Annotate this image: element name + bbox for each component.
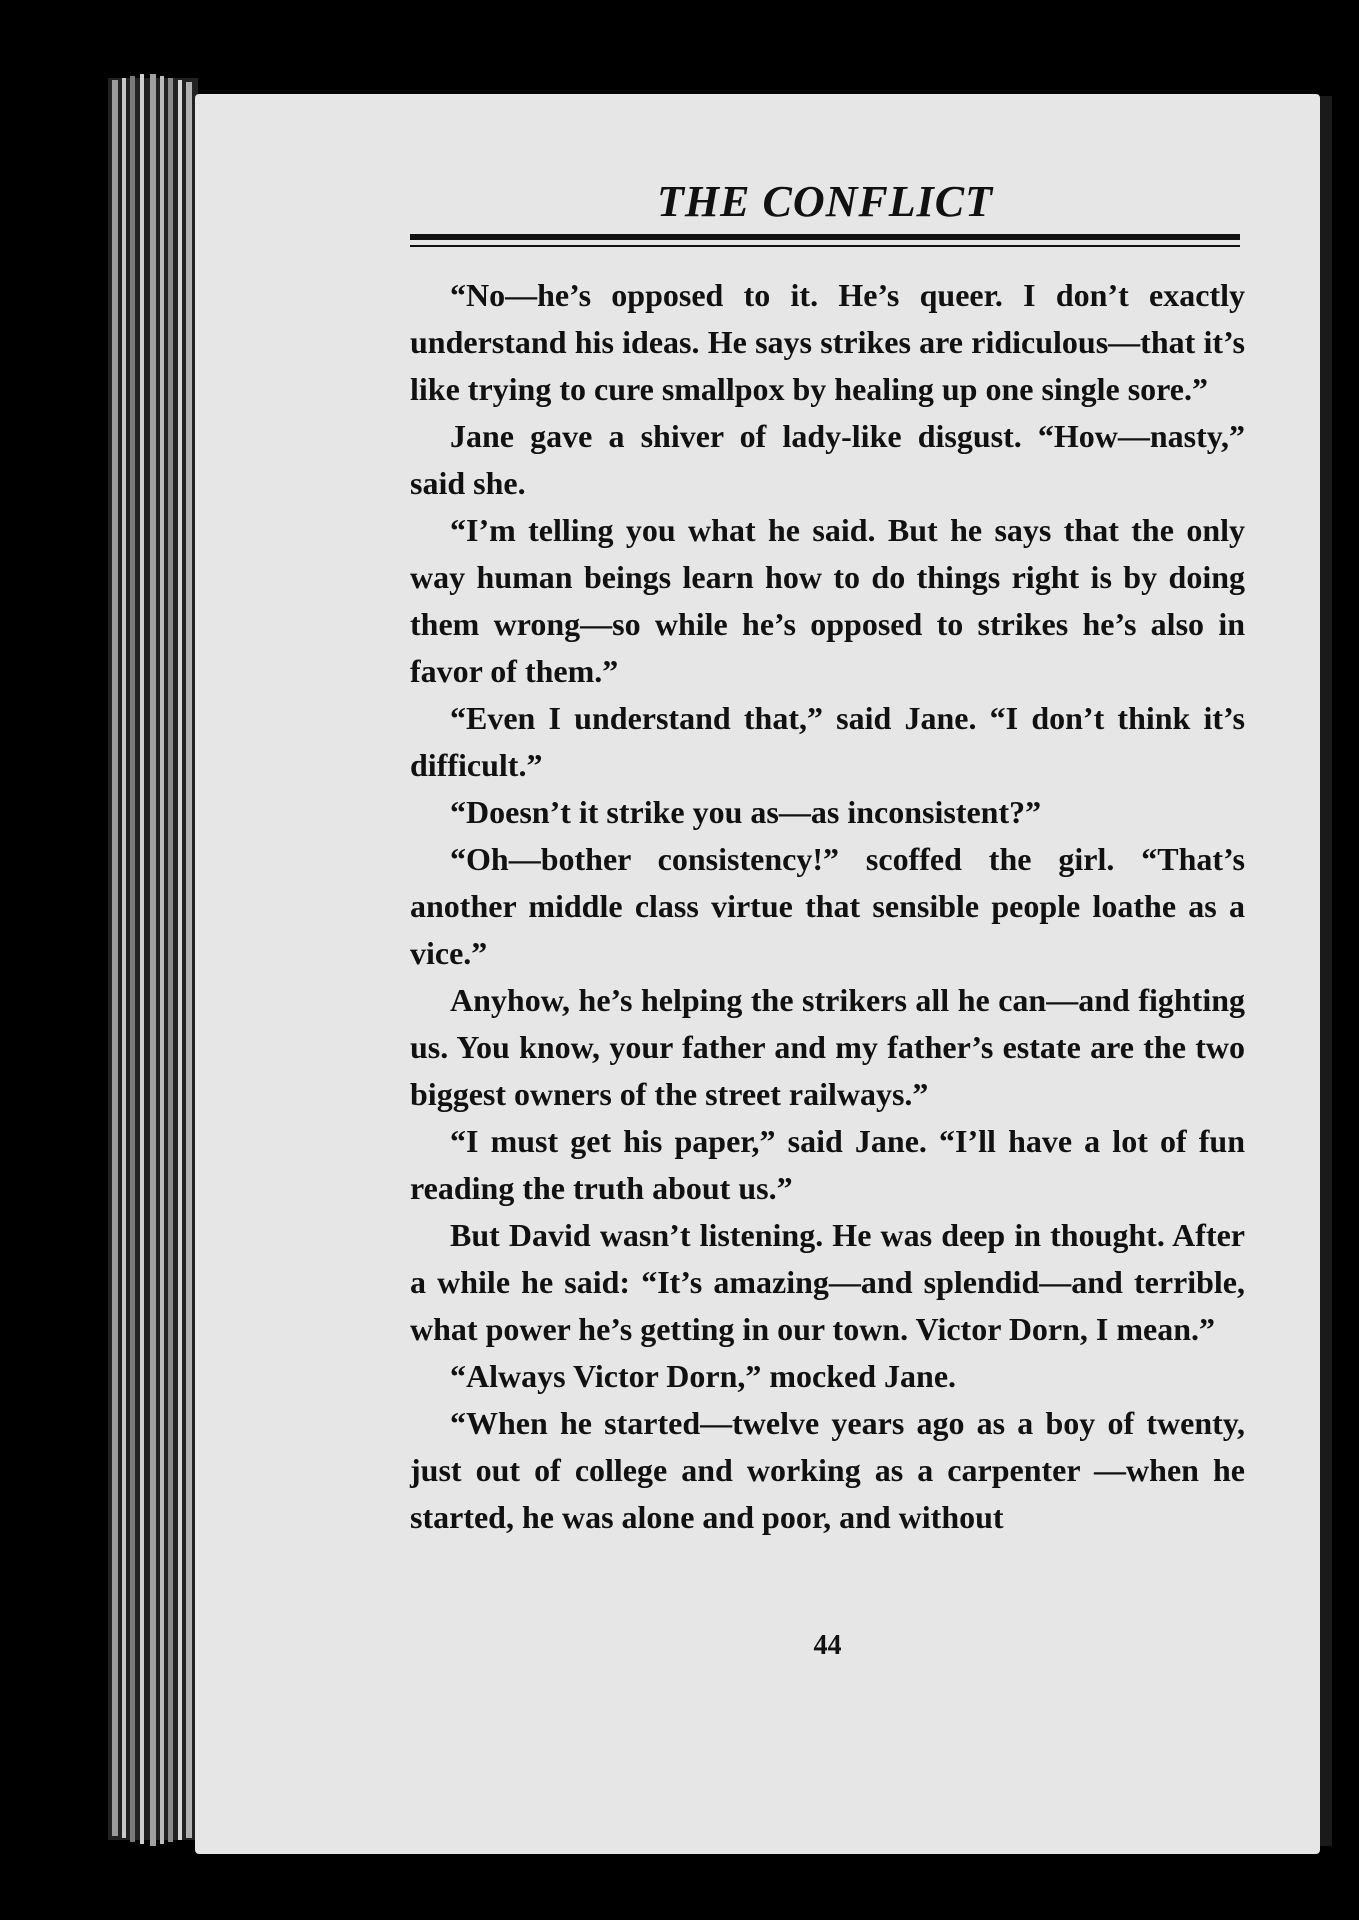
running-header-title: THE CONFLICT xyxy=(657,177,993,226)
paragraph: “I’m telling you what he said. But he says that the only way human beings learn how to do things right is by doing them wrong—so while he’s opposed to strikes he’s also in favor of them.” xyxy=(410,512,1245,689)
paragraph: Jane gave a shiver of lady-like disgust. “How—nasty,” said she. xyxy=(410,418,1245,501)
paragraph: “Even I understand that,” said Jane. “I don’t think it’s difficult.” xyxy=(410,700,1245,783)
paragraph: But David wasn’t listening. He was deep in thought. After a while he said: “It’s amazing—and splendid—and terrible, what power he’s getting in our town. Victor Dorn, I mean.” xyxy=(410,1217,1245,1347)
page-body-text xyxy=(410,272,1245,1541)
paragraph: “I must get his paper,” said Jane. “I’ll have a lot of fun reading the truth about us.” xyxy=(410,1123,1245,1206)
paragraph: “Doesn’t it strike you as—as inconsistent?” xyxy=(450,794,1042,830)
paragraph: “When he started—twelve years ago as a boy of twenty, just out of college and working as a carpenter —when he started, he was alone and poor, and without xyxy=(410,1405,1245,1535)
paragraph: “No—he’s opposed to it. He’s queer. I don’t exactly understand his ideas. He says strikes are ridiculous—that it’s like trying to cure smallpox by healing up one single sore.” xyxy=(410,277,1245,407)
paragraph: “Always Victor Dorn,” mocked Jane. xyxy=(450,1358,957,1394)
header-rule-thin xyxy=(410,245,1240,247)
header-rule-thick xyxy=(410,234,1240,240)
paragraph: Anyhow, he’s helping the strikers all he can—and fighting us. You know, your father and my father’s estate are the two biggest owners of the street railways.” xyxy=(410,982,1245,1112)
paragraph: “Oh—bother consistency!” scoffed the girl. “That’s another middle class virtue that sensible people loathe as a vice.” xyxy=(410,841,1245,971)
page-number: 44 xyxy=(813,1630,842,1661)
